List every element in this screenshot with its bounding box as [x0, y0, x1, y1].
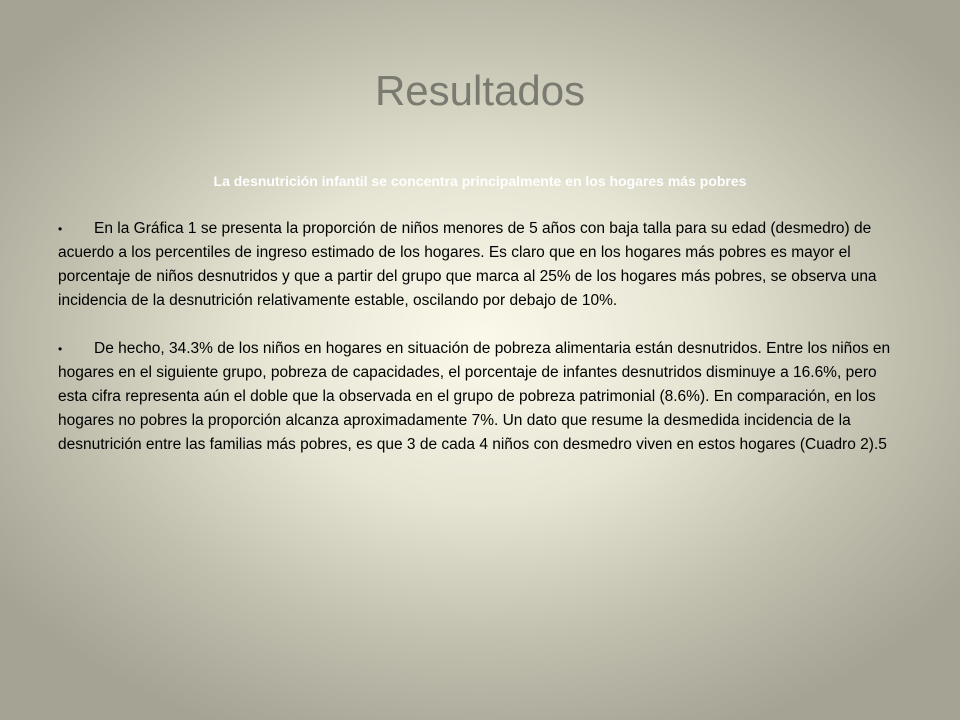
- paragraph-text: En la Gráfica 1 se presenta la proporción de niños menores de 5 años con baja talla para su edad (desmedro) de acuerdo a los percentiles de ingreso estimado de los hogares. Es claro que en los hogares más pobres es mayor el porcentaje de niños desnutridos y que a partir del grupo que marca al 25% de los hogares más pobres, se observa una incidencia de la desnutrición relativamente estable, oscilando por debajo de 10%.: [58, 220, 877, 309]
- bullet-paragraph-2: [58, 337, 908, 457]
- bullet-marker: •: [58, 342, 63, 356]
- slide-body: [58, 217, 908, 481]
- bullet-marker: •: [58, 222, 63, 236]
- paragraph-text: De hecho, 34.3% de los niños en hogares en situación de pobreza alimentaria están desnutridos. Entre los niños en hogares en el siguiente grupo, pobreza de capacidades, el porcentaje de infantes desnutridos disminuye a 16.6%, pero esta cifra representa aún el doble que la observada en el grupo de pobreza patrimonial (8.6%). En comparación, en los hogares no pobres la proporción alcanza aproximadamente 7%. Un dato que resume la desmedida incidencia de la desnutrición entre las familias más pobres, es que 3 de cada 4 niños con desmedro viven en estos hogares (Cuadro 2).5: [58, 340, 891, 453]
- bullet-paragraph-1: [58, 217, 908, 313]
- slide-title: Resultados: [374, 67, 586, 114]
- slide-subtitle: La desnutrición infantil se concentra principalmente en los hogares más pobres: [213, 173, 747, 189]
